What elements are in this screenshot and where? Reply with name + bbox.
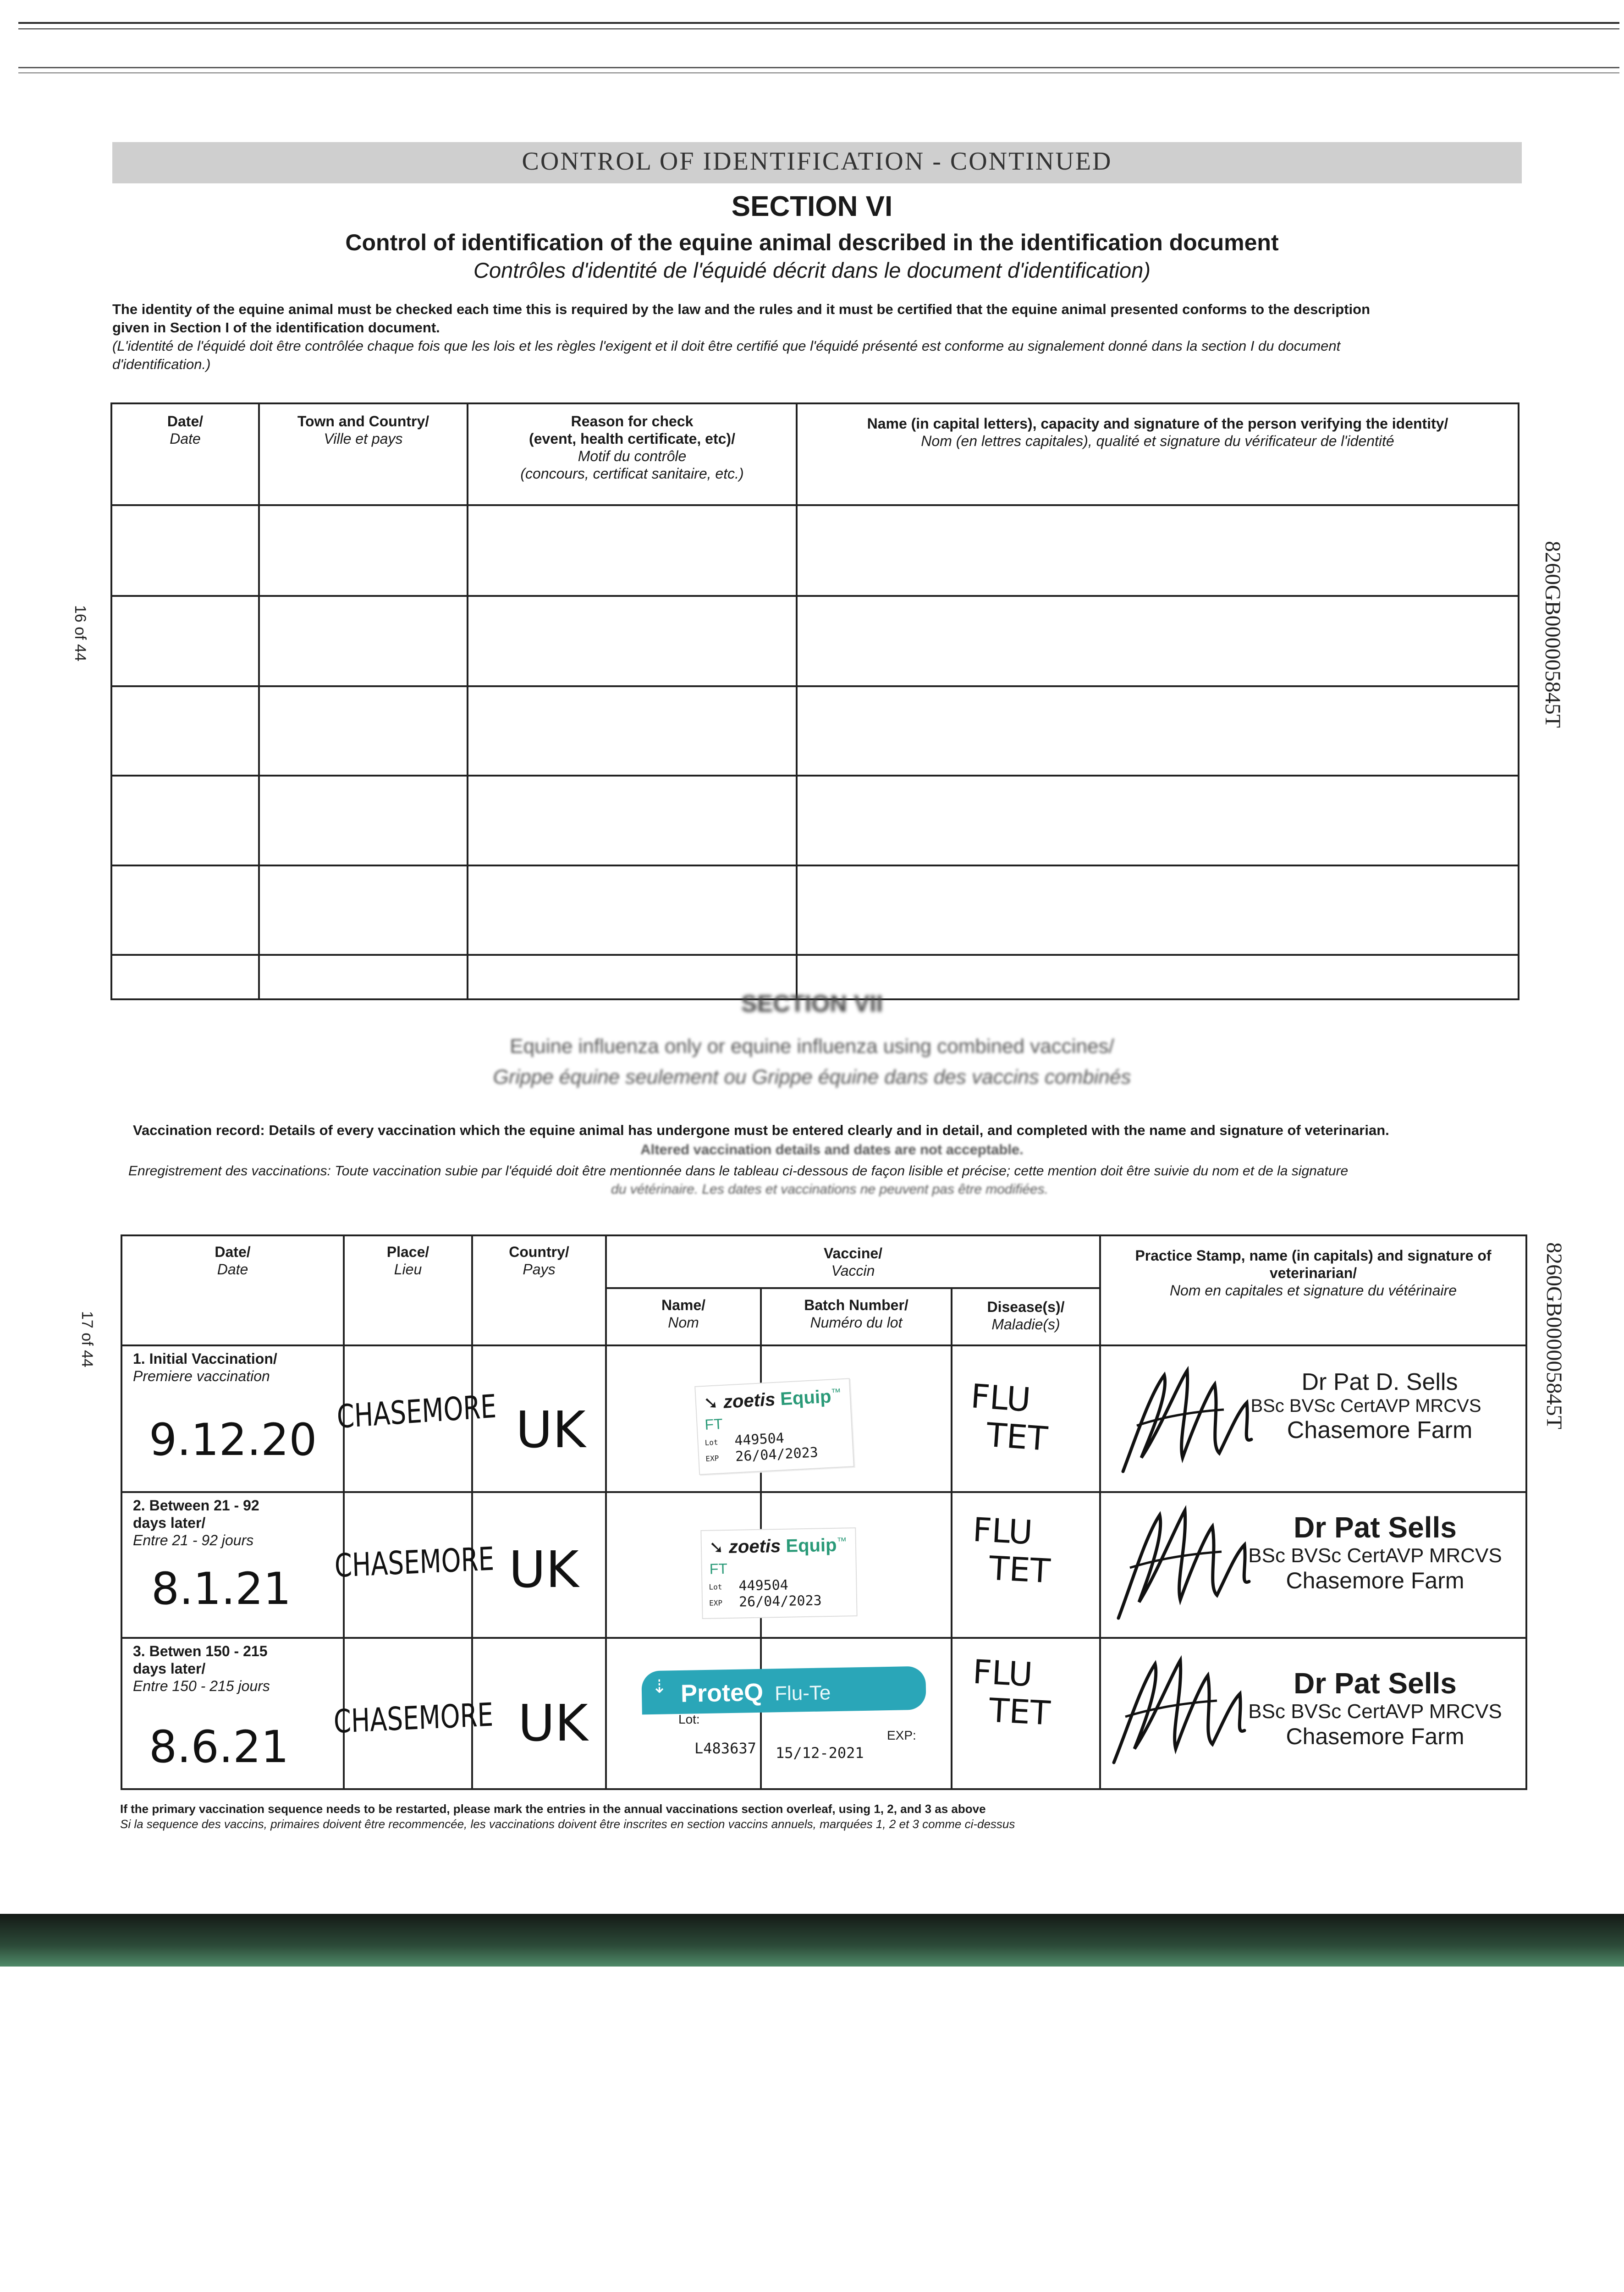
sticker-product: Equip (786, 1535, 837, 1556)
vaccination-record-line: Vaccination record: Details of every vaccination which the equine animal has undergone must be entered clearly and in detail, and completed with the name and signature of veterinarian. (133, 1122, 1389, 1138)
expiry-date: 26/04/2023 (735, 1444, 819, 1465)
proteq-drop-icon: ⇣ (651, 1676, 667, 1697)
handwritten-date: 9.12.20 (149, 1414, 317, 1466)
document-number: 8260GB000005845T (1542, 1242, 1566, 1429)
table-row-label (133, 1350, 339, 1385)
disease-tet: TET (985, 1415, 1049, 1458)
section-vii-title: SECTION VII (741, 991, 883, 1017)
sticker-suffix: FT (704, 1415, 723, 1433)
vet-name: Dr Pat D. Sells (1301, 1369, 1458, 1395)
vacc-header-stamp (1100, 1247, 1526, 1299)
handwritten-country: UK (518, 1694, 588, 1752)
footnote-en: If the primary vaccination sequence needs to be restarted, please mark the entries in the annual vaccinations section overleaf, using 1, 2, and 3 as above (120, 1802, 986, 1816)
row-label-fr: Premiere vaccination (133, 1368, 270, 1384)
table-row-label (133, 1642, 339, 1695)
sticker-trademark: ™ (837, 1535, 847, 1547)
expiry-date: 15/12-2021 (776, 1744, 864, 1762)
intro-en-line: given in Section I of the identification document. (112, 320, 440, 336)
header-verifier-fr: Nom (en lettres capitales), qualité et signature du vérificateur de l'identité (921, 433, 1394, 449)
intro-fr-line: d'identification.) (112, 356, 211, 372)
page-number: 16 of 44 (72, 605, 89, 661)
bottom-edge-bar (0, 1914, 1624, 1967)
vet-qualifications: BSc BVSc CertAVP MRCVS (1250, 1396, 1481, 1416)
vet-qualifications: BSc BVSc CertAVP MRCVS (1248, 1700, 1502, 1723)
disease-tet: TET (988, 1691, 1051, 1733)
vet-stamp (1228, 1666, 1522, 1750)
vacc-header-vaccine-fr: Vaccin (831, 1262, 875, 1279)
sticker-brand: zoetis (722, 1389, 776, 1412)
vacc-header-place (344, 1243, 472, 1278)
handwritten-country: UK (516, 1400, 586, 1459)
sticker-product: Equip (780, 1386, 832, 1410)
footnote (120, 1802, 1495, 1832)
vaccination-record-line: Enregistrement des vaccinations: Toute vaccination subie par l'équidé doit être mentionnée dans le tableau ci-dessous de façon lisible et précise; cette mention doit être suivie du nom et de la signature (128, 1163, 1349, 1179)
vet-name: Dr Pat Sells (1294, 1667, 1457, 1700)
vet-name: Dr Pat Sells (1294, 1511, 1457, 1544)
header-verifier-en: Name (in capital letters), capacity and signature of the person verifying the identity/ (867, 415, 1448, 432)
section-vii-subtitle-fr: Grippe équine seulement ou Grippe équine dans des vaccins combinés (493, 1066, 1131, 1088)
vacc-header-batch-fr: Numéro du lot (810, 1314, 903, 1331)
lot-label: Lot: (678, 1712, 700, 1726)
disease-flu: FLU (972, 1510, 1034, 1552)
vacc-header-batch (761, 1296, 952, 1331)
section-vii-subtitle-en: Equine influenza only or equine influenza using combined vaccines/ (510, 1035, 1114, 1058)
header-reason-fr: Motif du contrôle (578, 448, 687, 464)
vacc-header-name-en: Name/ (661, 1297, 706, 1313)
vacc-header-place-fr: Lieu (394, 1261, 422, 1278)
row-label-en: 2. Between 21 - 92 (133, 1497, 259, 1514)
disease-flu: FLU (969, 1377, 1032, 1420)
vet-practice: Chasemore Farm (1286, 1724, 1464, 1749)
row-label-en: days later/ (133, 1660, 206, 1677)
section-banner-title: CONTROL OF IDENTIFICATION - CONTINUED (522, 147, 1112, 176)
expiry-label: EXP (709, 1598, 723, 1608)
row-label-en: days later/ (133, 1515, 206, 1531)
footnote-fr: Si la sequence des vaccins, primaires doivent être recommencée, les vaccinations doivent être inscrites en section vaccins annuels, marquées 1, 2 et 3 comme ci-dessus (120, 1817, 1015, 1831)
vacc-header-disease-fr: Maladie(s) (991, 1316, 1060, 1333)
handwritten-disease (970, 1653, 1053, 1732)
header-reason-en: (event, health certificate, etc)/ (529, 430, 735, 447)
sticker-suffix: FT (709, 1560, 728, 1577)
header-reason-en: Reason for check (571, 413, 694, 430)
header-date-fr: Date (170, 430, 201, 447)
vacc-header-place-en: Place/ (386, 1244, 429, 1260)
vacc-header-stamp-en: Practice Stamp, name (in capitals) and signature of (1135, 1247, 1492, 1264)
vet-stamp (1238, 1368, 1522, 1444)
section-vi-title: SECTION VI (731, 191, 893, 222)
expiry-label: EXP (705, 1454, 719, 1463)
handwritten-place: CHASEMORE (336, 1387, 497, 1436)
document-number: 8260GB000005845T (1541, 541, 1565, 728)
lot-label: Lot (709, 1582, 722, 1592)
vacc-header-disease-en: Disease(s)/ (987, 1299, 1065, 1315)
disease-tet: TET (988, 1548, 1051, 1591)
row-label-fr: Entre 150 - 215 jours (133, 1678, 270, 1694)
proteq-banner (641, 1666, 926, 1715)
handwritten-place: CHASEMORE (334, 1540, 495, 1585)
header-town-fr: Ville et pays (324, 430, 403, 447)
vet-practice: Chasemore Farm (1287, 1417, 1473, 1444)
header-date-en: Date/ (167, 413, 204, 430)
expiry-date: 26/04/2023 (738, 1592, 822, 1610)
vet-practice: Chasemore Farm (1286, 1568, 1464, 1593)
vaccination-record-line: du vétérinaire. Les dates et vaccinations ne peuvent pas être modifiées. (611, 1182, 1048, 1197)
header-town-en: Town and Country/ (297, 413, 429, 430)
vaccine-sticker (642, 1659, 935, 1774)
handwritten-place: CHASEMORE (333, 1696, 494, 1741)
handwritten-disease (970, 1511, 1053, 1590)
sticker-product: ProteQ (680, 1678, 764, 1708)
table-row-label (133, 1497, 339, 1549)
vacc-header-date-fr: Date (217, 1261, 248, 1278)
vet-stamp (1228, 1510, 1522, 1594)
lot-label: Lot (705, 1438, 719, 1447)
row-label-en: 3. Betwen 150 - 215 (133, 1643, 268, 1659)
vacc-header-stamp-en: veterinarian/ (1269, 1265, 1357, 1281)
zoetis-logo-icon: ➘ (709, 1538, 724, 1558)
vaccine-sticker (694, 1378, 854, 1475)
section-vi-subtitle-en: Control of identification of the equine animal described in the identification document (345, 230, 1279, 255)
handwritten-date: 8.1.21 (151, 1563, 292, 1614)
intro-en-line: The identity of the equine animal must be checked each time this is required by the law and the rules and it must be certified that the equine animal presented conforms to the description (112, 301, 1371, 317)
vacc-header-date (121, 1243, 344, 1278)
sticker-suffix: Flu-Te (774, 1681, 831, 1705)
section-vi-subtitle-fr: Contrôles d'identité de l'équidé décrit dans le document d'identification) (473, 258, 1151, 282)
vacc-header-vaccine (606, 1245, 1100, 1279)
sticker-brand: zoetis (728, 1536, 781, 1557)
disease-flu: FLU (972, 1652, 1034, 1694)
sticker-trademark: ™ (831, 1386, 842, 1399)
vacc-header-name-fr: Nom (668, 1314, 699, 1331)
vacc-header-country-fr: Pays (523, 1261, 556, 1278)
batch-number: 449504 (734, 1430, 785, 1449)
handwritten-country: UK (509, 1540, 579, 1599)
vacc-header-country (472, 1243, 606, 1278)
batch-number: 449504 (738, 1577, 789, 1594)
row-label-fr: Entre 21 - 92 jours (133, 1532, 254, 1548)
vet-qualifications: BSc BVSc CertAVP MRCVS (1248, 1544, 1502, 1567)
vacc-header-stamp-fr: Nom en capitales et signature du vétérinaire (1169, 1282, 1457, 1299)
vaccine-sticker (700, 1527, 857, 1619)
header-reason-fr: (concours, certificat sanitaire, etc.) (520, 465, 744, 482)
vacc-header-date-en: Date/ (215, 1244, 251, 1260)
vacc-header-disease (952, 1298, 1100, 1333)
vacc-header-country-en: Country/ (509, 1244, 569, 1260)
vacc-header-name (606, 1296, 761, 1331)
page-number: 17 of 44 (78, 1311, 96, 1367)
handwritten-disease (967, 1377, 1051, 1458)
vaccination-record-line: Altered vaccination details and dates are not acceptable. (640, 1141, 1024, 1157)
vacc-header-vaccine-en: Vaccine/ (823, 1245, 883, 1262)
intro-fr-line: (L'identité de l'équidé doit être contrôlée chaque fois que les lois et les règles l'exigent et il doit être certifié que l'équidé présenté est conforme au signalement donné dans la section I du document (112, 338, 1341, 354)
handwritten-date: 8.6.21 (149, 1721, 289, 1773)
vacc-header-batch-en: Batch Number/ (804, 1297, 908, 1313)
batch-number: L483637 (694, 1740, 756, 1757)
zoetis-logo-icon: ➘ (703, 1393, 719, 1413)
row-label-en: 1. Initial Vaccination/ (133, 1350, 277, 1367)
expiry-label: EXP: (887, 1728, 916, 1742)
